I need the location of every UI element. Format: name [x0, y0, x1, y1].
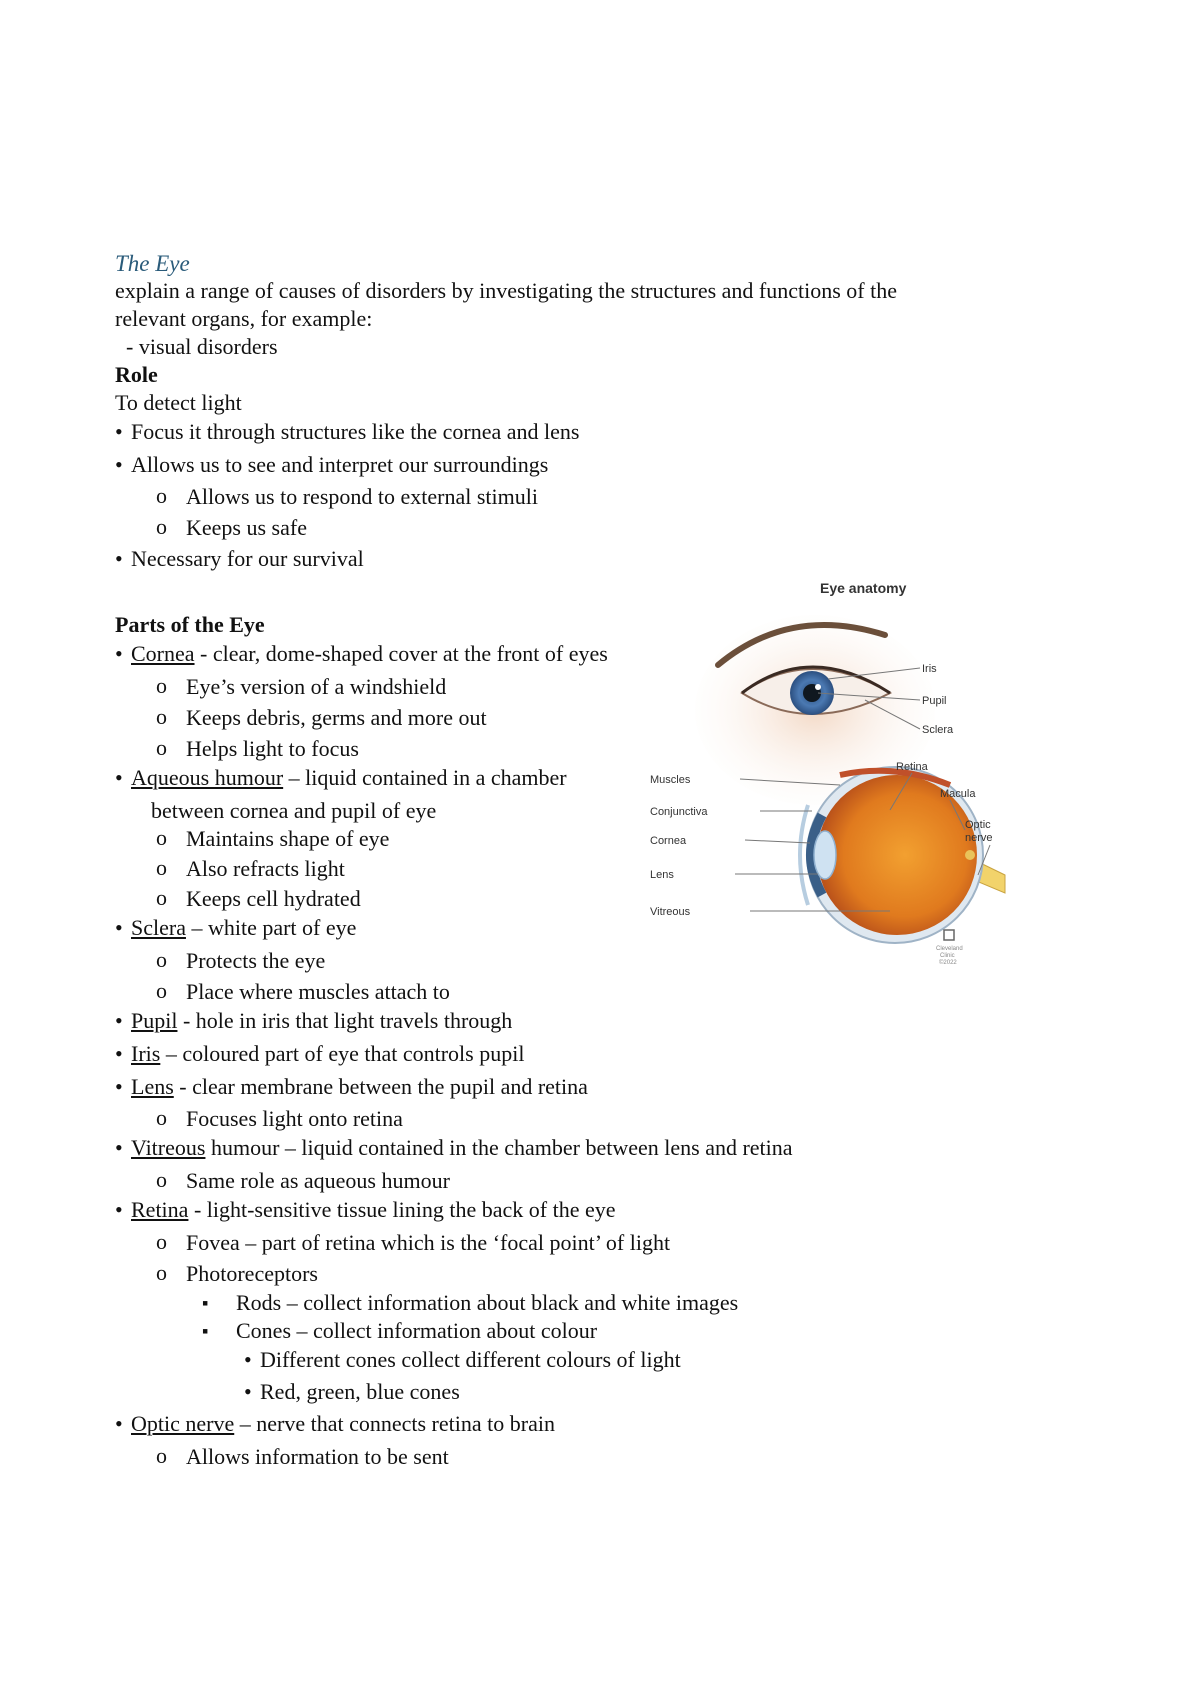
- lens-sub-1: o Focuses light onto retina: [186, 1105, 403, 1133]
- aqueous-sub-3: o Keeps cell hydrated: [186, 885, 361, 913]
- label-macula: Macula: [940, 788, 976, 800]
- logo-text-1: Cleveland: [936, 946, 963, 952]
- label-vitreous: Vitreous: [650, 906, 691, 918]
- cornea-term: Cornea: [131, 641, 195, 666]
- optic-sub-1: o Allows information to be sent: [186, 1443, 449, 1471]
- retina-term: Retina: [131, 1197, 189, 1222]
- optic-desc: – nerve that connects retina to brain: [234, 1411, 555, 1436]
- label-sclera: Sclera: [922, 724, 954, 736]
- parts-heading: Parts of the Eye: [115, 612, 265, 637]
- role-lead: To detect light: [115, 390, 242, 415]
- label-nerve: nerve: [965, 832, 993, 844]
- pupil-item: [131, 1007, 512, 1035]
- label-muscles: Muscles: [650, 774, 691, 786]
- sclera-sub-2: o Place where muscles attach to: [186, 978, 450, 1006]
- aqueous-sub-1: o Maintains shape of eye: [186, 825, 389, 853]
- iris-desc: – coloured part of eye that controls pupil: [160, 1041, 525, 1066]
- lens-term: Lens: [131, 1074, 174, 1099]
- role-bullet-1: • Focus it through structures like the cornea and lens: [131, 418, 579, 446]
- logo-text-2: Clinic: [940, 953, 955, 959]
- retina-sub-2: o Photoreceptors: [186, 1260, 318, 1288]
- label-cornea: Cornea: [650, 835, 687, 847]
- label-optic: Optic: [965, 819, 991, 831]
- intro-line-1: explain a range of causes of disorders by investigating the structures and functions of the: [115, 278, 897, 303]
- sclera-sub-1: o Protects the eye: [186, 947, 325, 975]
- lens-desc: - clear membrane between the pupil and retina: [173, 1074, 588, 1099]
- label-pupil: Pupil: [922, 695, 947, 707]
- cornea-sub-2: o Keeps debris, germs and more out: [186, 704, 487, 732]
- role-bullet-3: • Necessary for our survival: [131, 545, 364, 573]
- sclera-term: Sclera: [131, 915, 186, 940]
- retina-desc: - light-sensitive tissue lining the back of the eye: [188, 1197, 616, 1222]
- label-conjunctiva: Conjunctiva: [650, 806, 708, 818]
- cleveland-clinic-logo: [936, 930, 963, 966]
- label-iris: Iris: [922, 663, 937, 675]
- cones-sub-2: • Red, green, blue cones: [260, 1378, 460, 1406]
- aqueous-desc: – liquid contained in a chamber: [283, 765, 567, 790]
- page-title: The Eye: [115, 251, 190, 276]
- iris-term: Iris: [131, 1041, 161, 1066]
- cornea-desc: - clear, dome-shaped cover at the front of eyes: [194, 641, 608, 666]
- aqueous-desc-2: between cornea and pupil of eye: [151, 798, 437, 823]
- label-lens: Lens: [650, 869, 674, 881]
- lens-item: [131, 1073, 588, 1101]
- eye-anatomy-figure: [650, 575, 1040, 995]
- vitreous-desc: humour – liquid contained in the chamber between lens and retina: [205, 1135, 793, 1160]
- optic-item: [131, 1410, 555, 1438]
- role-bullet-2: • Allows us to see and interpret our surroundings: [131, 451, 548, 479]
- cornea-sub-1: o Eye’s version of a windshield: [186, 673, 446, 701]
- label-retina: Retina: [896, 761, 928, 773]
- cornea-item: [131, 640, 608, 668]
- role-sub-2: o Keeps us safe: [186, 514, 307, 542]
- aqueous-item: [131, 764, 567, 792]
- role-heading: Role: [115, 362, 158, 387]
- sclera-item: [131, 914, 356, 942]
- role-sub-1: o Allows us to respond to external stimuli: [186, 483, 538, 511]
- cornea-sub-3: o Helps light to focus: [186, 735, 359, 763]
- pupil-term: Pupil: [131, 1008, 178, 1033]
- rods-item: ▪ Rods – collect information about black and white images: [236, 1289, 738, 1317]
- vitreous-sub-1: o Same role as aqueous humour: [186, 1167, 450, 1195]
- iris-item: [131, 1040, 524, 1068]
- intro-line-2: relevant organs, for example:: [115, 306, 373, 331]
- vitreous-term: Vitreous: [131, 1135, 206, 1160]
- vitreous-item: [131, 1134, 793, 1162]
- figure-title: Eye anatomy: [820, 580, 907, 596]
- intro-item: - visual disorders: [126, 334, 278, 359]
- aqueous-sub-2: o Also refracts light: [186, 855, 345, 883]
- retina-sub-1: o Fovea – part of retina which is the ‘focal point’ of light: [186, 1229, 670, 1257]
- sclera-desc: – white part of eye: [185, 915, 357, 940]
- pupil-desc: - hole in iris that light travels through: [177, 1008, 513, 1033]
- logo-text-3: ©2022: [939, 960, 957, 966]
- cones-item: ▪ Cones – collect information about colour: [236, 1317, 597, 1345]
- retina-item: [131, 1196, 616, 1224]
- cones-sub-1: • Different cones collect different colours of light: [260, 1346, 681, 1374]
- aqueous-term: Aqueous humour: [131, 765, 284, 790]
- optic-term: Optic nerve: [131, 1411, 235, 1436]
